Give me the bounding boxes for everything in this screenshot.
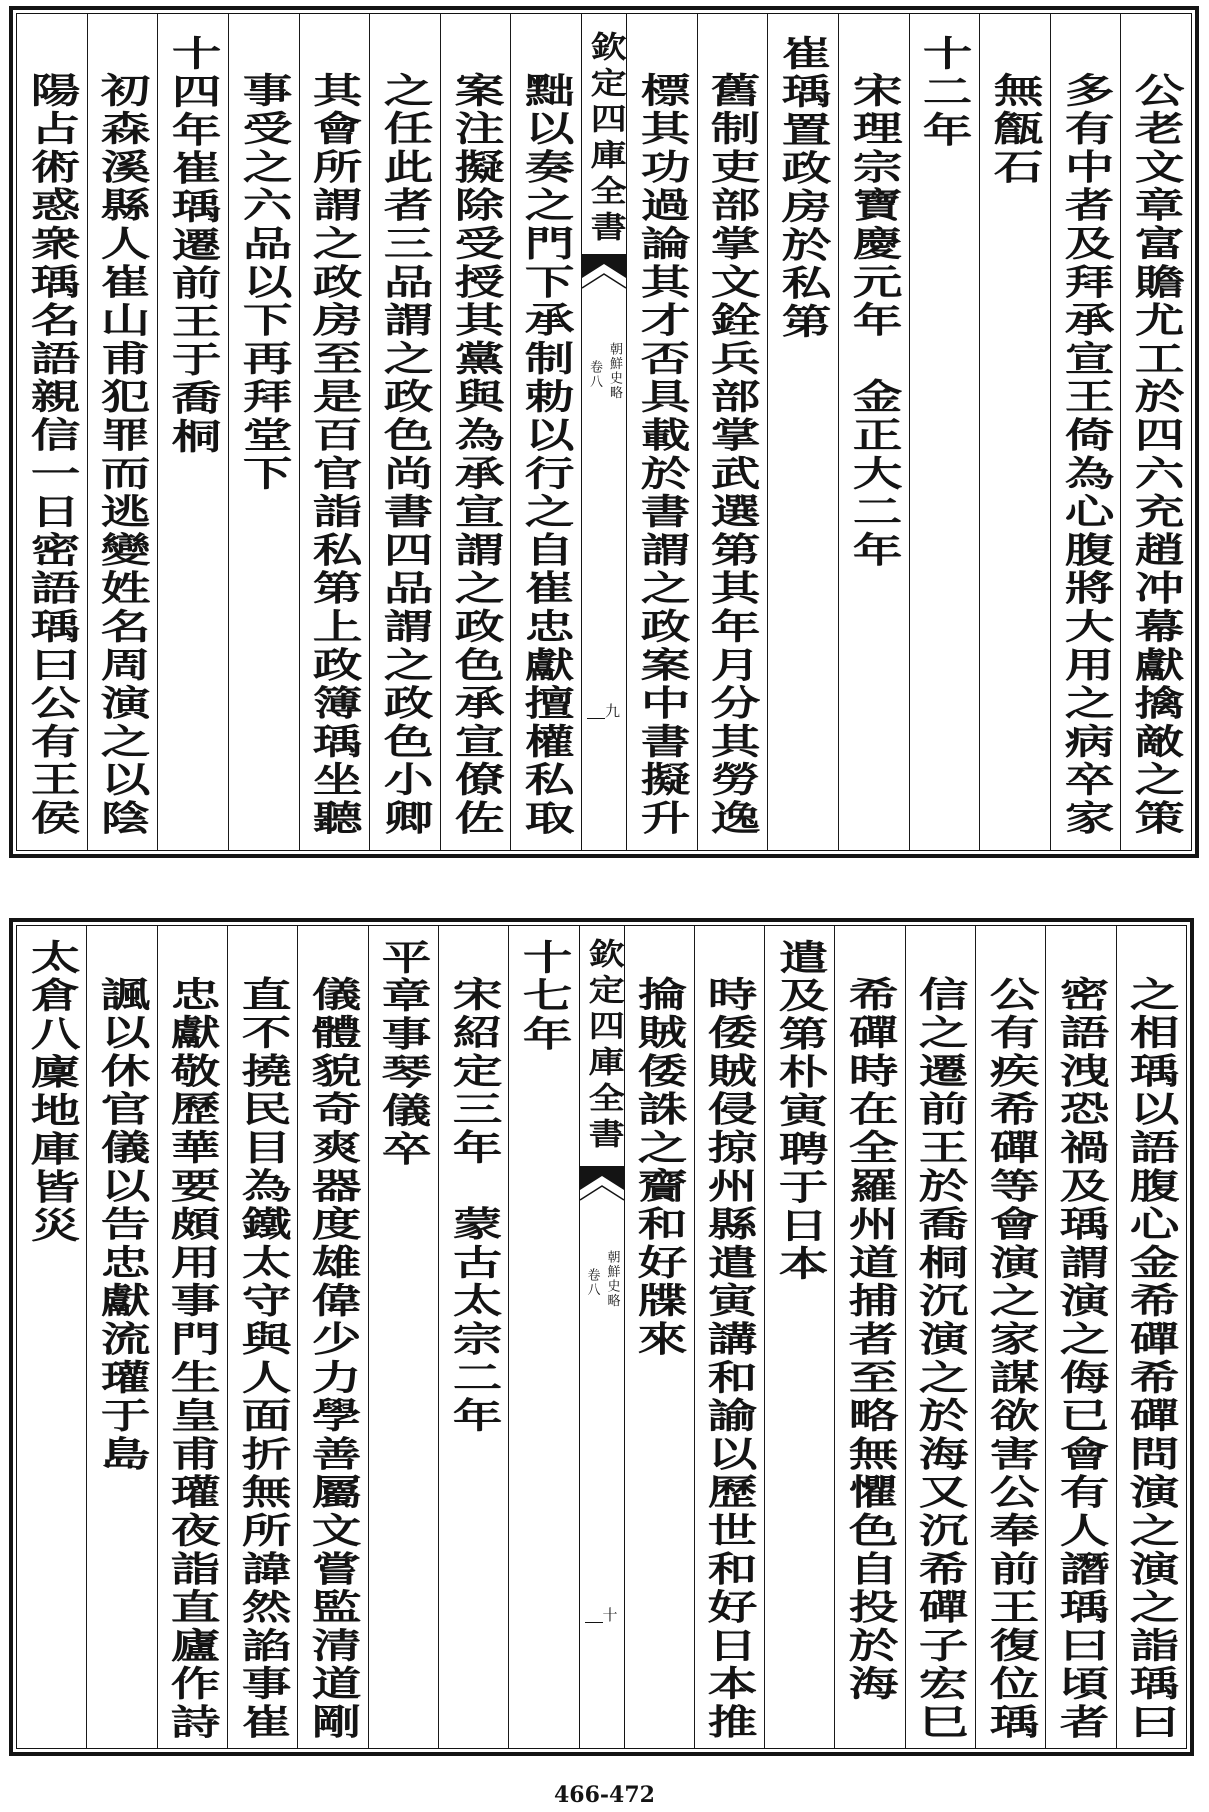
heading-text: 太倉八廩地庫皆災 [22,939,81,1246]
column-text: 事受之六品以下再拜堂下 [234,72,293,494]
text-column [1121,14,1191,850]
center-margin-strip [581,14,627,850]
column-text: 宋理宗寶慶元年 金正大二年 [844,72,903,570]
text-column [625,926,695,1748]
column-text: 信之遷前王於喬桐沉演之於海又沉希磾子宏巳 [911,976,970,1742]
heading-column [910,14,981,850]
strip-title: 欽定四庫全書 [581,938,624,1154]
center-margin-strip [579,926,625,1748]
column-text: 之任此者三品謂之政色尚書四品謂之政色小卿 [375,72,435,838]
text-column [229,14,300,850]
heading-column [158,14,229,850]
heading-column [765,926,835,1748]
column-text: 忠獻敬歷華要頗用事門生皇甫瓘夜詣直廬作詩 [163,976,222,1742]
column-text: 其會所謂之政房至是百官詣私第上政簿瑀坐聽 [305,72,364,838]
text-column [511,14,581,850]
text-column [87,926,157,1748]
column-text: 希磾時在全羅州道捕者至略無懼色自投於海 [840,976,900,1704]
column-text: 多有中者及拜承宣王倚為心腹將大用之病卒家 [1056,72,1115,838]
column-text: 初森溪縣人崔山甫犯罪而逃變姓名周演之以陰 [93,72,152,838]
text-column [695,926,765,1748]
column-text: 密語洩恐禍及瑀謂演之侮已會有人譖瑀曰頃者 [1051,976,1111,1742]
text-column [300,14,371,850]
text-column [439,926,509,1748]
text-column [88,14,159,850]
heading-text: 十四年崔瑀遷前王于喬桐 [163,35,223,457]
heading-text: 遣及第朴寅聘于日本 [770,939,829,1284]
column-text: 掄賊倭誅之齎和好牒來 [630,976,689,1359]
page-frame-top [9,6,1199,858]
text-column [839,14,910,850]
column-text: 案注擬除受授其黨與為承宣謂之政色承宣僚佐 [446,72,505,838]
column-text: 時倭賊侵掠州縣遣寅講和諭以歷世和好日本推 [700,976,759,1742]
leaf-rule [585,1622,603,1623]
column-text: 陽占術惑衆瑀名語親信一日密語瑀曰公有王侯 [22,72,81,838]
strip-leaf-number: 十 [602,1606,618,1624]
text-column [906,926,976,1748]
heading-text: 十二年 [915,35,974,150]
column-text: 舊制吏部掌文銓兵部掌武選第其年月分其勞逸 [703,72,762,838]
text-column [835,926,905,1748]
column-text: 標其功過論其才否具載於書謂之政案中書擬升 [632,72,691,838]
fish-tail-ornament [580,1166,624,1202]
column-text: 之相瑀以語腹心金希磾希磾問演之演之詣瑀曰 [1122,976,1181,1742]
column-text: 直不撓民目為鐵太守與人面折無所諱然諂事崔 [233,976,292,1742]
heading-column [369,926,439,1748]
strip-book-title: 朝鮮史略 [607,342,622,400]
text-column [980,14,1051,850]
text-column [1046,926,1116,1748]
strip-book-title: 朝鮮史略 [604,1250,620,1308]
heading-text: 平章事琴儀卒 [374,939,433,1169]
column-text: 諷以休官儀以告忠獻流瓘于島 [92,976,152,1474]
strip-volume: 卷八 [587,360,602,389]
column-text: 宋紹定三年 蒙古太宗二年 [444,976,503,1436]
text-column [17,14,88,850]
fish-tail-ornament [582,254,626,290]
heading-text: 崔瑀置政房於私第 [773,35,833,342]
text-column [1051,14,1122,850]
column-text: 公老文章富贍尤工於四六充趙冲幕獻擒敵之策 [1127,72,1186,838]
heading-column [768,14,839,850]
text-column [298,926,368,1748]
page-range-label: 466-472 [554,1782,655,1808]
text-column [370,14,441,850]
column-text: 黜以奏之門下承制勅以行之自崔忠獻擅權私取 [517,72,576,838]
page-frame-bottom [9,918,1194,1756]
column-text: 無甔石 [985,72,1045,187]
text-column [1117,926,1186,1748]
strip-volume: 卷八 [584,1268,600,1297]
page-body [16,13,1192,851]
text-column [698,14,769,850]
text-column [627,14,698,850]
leaf-rule [587,718,605,719]
column-text: 儀體貌奇爽器度雄偉少力學善屬文嘗監清道剛 [303,976,363,1742]
heading-column [17,926,87,1748]
heading-text: 十七年 [514,939,573,1054]
heading-column [509,926,578,1748]
page-body [16,925,1187,1749]
text-column [441,14,512,850]
strip-title: 欽定四庫全書 [583,31,626,247]
text-column [158,926,228,1748]
strip-leaf-number: 九 [604,702,620,720]
column-text: 公有疾希磾等會演之家謀欲害公奉前王復位瑀 [981,976,1040,1742]
text-column [228,926,298,1748]
text-column [976,926,1046,1748]
